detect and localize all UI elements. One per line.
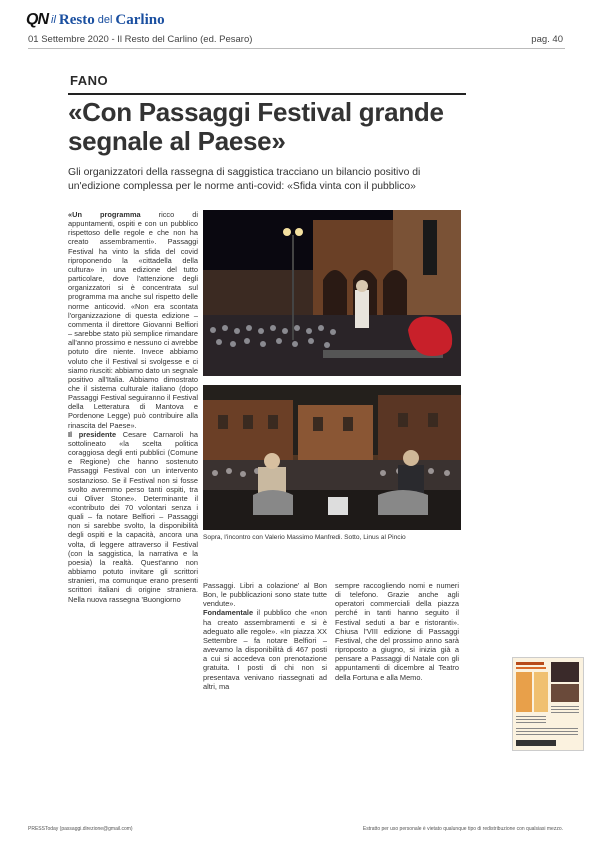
logo-il: il [51,14,56,26]
logo-carlino: Carlino [115,11,165,28]
header-divider [28,48,565,49]
body-text-3: Passaggi. Libri a colazione' al Bon Bon, le pubblicazioni sono state tutte vendute». [203,581,327,609]
photo-interview-drawing [203,385,461,530]
lead-text-3: Fondamentale [203,608,254,618]
footer-copyright: Estratto per uso personale è vietato qualunque tipo di redistribuzione con qualsiasi mezzo. [362,826,563,832]
photo-stage-drawing [203,210,461,376]
section-label: FANO [70,73,109,88]
body-text-5: sempre raccogliendo nomi e numeri di telefono. Grazie anche agli operatori commerciali della piazza perché in tanti hanno seguito il Festival seduti a bar e ristoranti». Chiusa l'VIII edizione di Passaggi Festival, che del prossimo anno sarà riproposto a giugno, si inizia già a pensare a Passaggi di Natale con gli appuntamenti di dicembre al Teatro della Fortuna e alla Memo. [335,581,459,682]
photo-interview [203,385,461,530]
logo-resto: Resto [58,11,95,28]
body-text-4: il pubblico che «non ha creato assembramenti e si è adeguato alle regole». «In piazza XX Settembre – fa notare Belfiori – avevamo la disponibilità di 467 posti a cui si accedeva con prenotazione gratuita. I posti di chi non si presentava venivano riassegnati ad altri, ma [203,608,327,691]
photo-caption: Sopra, l'incontro con Valerio Massimo Manfredi. Sotto, Linus al Pincio [203,534,406,541]
page-thumbnail-drawing [513,658,583,750]
body-text-2: Cesare Carnaroli ha sottolineato «la scelta politica coraggiosa degli enti pubblici (Comune e Regione) che hanno sostenuto Passaggi Festival con un intervento sostanzioso. Se il Festival non si fosse svolto avremmo perso tanti ospiti, tra cui Oliver Stone». Determinante il «contributo dei 70 volontari senza i quali – fa notare Belfiori – Passaggi non si sarebbe svolto, la disponibilità degli ospiti e la capacità, ancora una volta, di leggere attraverso il Festival (con la saggistica, la narrativa e la poesia) la realtà. Quest'anno non abbiamo potuto invitare gli scrittori stranieri, ma comunque erano presenti scrittori italiani di origine straniera. Nella nuova rassegna 'Buongiorno [68,429,198,604]
footer-source: PRESSToday (passaggi.direzione@gmail.com) [28,826,133,832]
article-subhead: Gli organizzatori della rassegna di saggistica tracciano un bilancio positivo di un'edizione complessa per le norme anti-covid: «Sfida vinta con il pubblico» [68,167,421,192]
article-column-3 [335,581,459,682]
photo-stage [203,210,461,376]
logo-del: del [97,14,113,26]
article-column-2 [203,581,327,691]
page-number: pag. 40 [531,34,563,45]
dateline: 01 Settembre 2020 - Il Resto del Carlino (ed. Pesaro) [28,34,253,45]
lead-text: «Un programma [68,210,141,219]
article-headline: «Con Passaggi Festival grande segnale al Paese» [68,97,444,156]
masthead-logo [26,10,206,30]
qn-logo: QN [26,11,48,28]
lead-text-2: Il presidente [68,429,117,439]
section-divider [68,93,466,95]
page-thumbnail [512,657,584,751]
body-text: ricco di appuntamenti, ospiti e con un pubblico rispettoso delle regole e che non ha creato assembramenti». Passaggi Festival ha vinto la sfida del covid riproponendo la «cittadella della cultura» in una edizione del tutto particolare, dove l'attenzione degli organizzatori si è concentrata sul programma ma anche sul rispetto delle norme anticovid. «Non era scontata l'organizzazione di questa edizione – commenta il direttore Giovanni Belfiori – sarebbe stato più semplice rimandare all'anno prossimo e nessuno ci avrebbe potuto dire niente. Invece abbiamo voluto che il Festival si svolgesse e ci siamo riusciti: abbiamo dato un segnale positivo all'Italia. Abbiamo dimostrato che il sistema culturale italiano (dopo Passaggi Festival seguiranno il Festival della Letteratura di Mantova e Pordenone Legge) può contribuire alla rinascita del Paese». [68,210,198,430]
article-column-1 [68,210,198,604]
